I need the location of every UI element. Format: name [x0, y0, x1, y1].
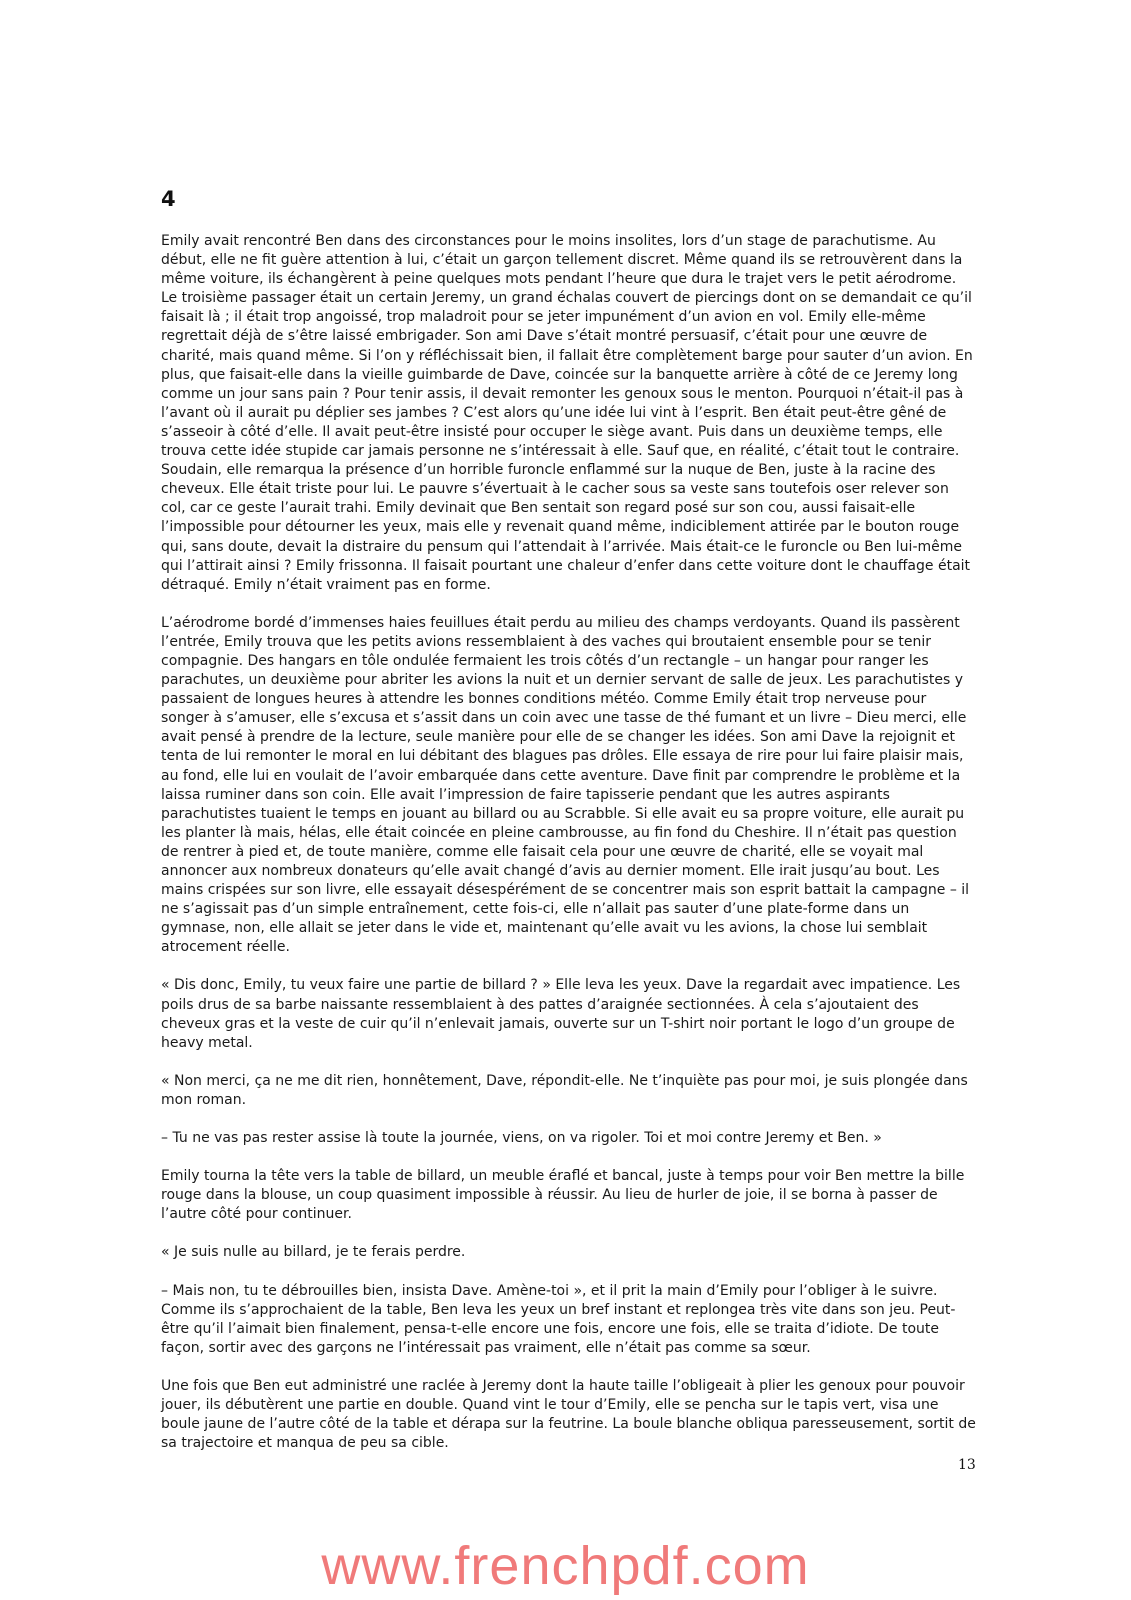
chapter-number: 4: [161, 187, 176, 211]
paragraph: « Non merci, ça ne me dit rien, honnêtement, Dave, répondit-elle. Ne t’inquiète pas pour moi, je suis plongée dans mon roman.: [161, 1072, 968, 1108]
paragraph: « Dis donc, Emily, tu veux faire une partie de billard ? » Elle leva les yeux. Dave la regardait avec impatience. Les poils drus de sa barbe naissante ressemblaient à des pattes d’araignée sectionnées. À cela s’ajoutaient des cheveux gras et la veste de cuir qu’il n’enlevait jamais, ouverte sur un T-shirt noir portant le logo d’un groupe de heavy metal.: [161, 977, 961, 1051]
paragraph: Emily tourna la tête vers la table de billard, un meuble éraflé et bancal, juste à temps pour voir Ben mettre la bille rouge dans la blouse, un coup quasiment impossible à réussir. Au lieu de hurler de joie, il se borna à passer de l’autre côté pour continuer.: [161, 1168, 965, 1223]
paragraph: L’aérodrome bordé d’immenses haies feuillues était perdu au milieu des champs verdoyants. Quand ils passèrent l’entrée, Emily trouva que les petits avions ressemblaient à des vaches qui broutaient ensemble pour se tenir compagnie. Des hangars en tôle ondulée fermaient les trois côtés d’un rectangle – un hangar pour ranger les parachutes, un deuxième pour abriter les avions la nuit et un dernier servant de salle de jeux. Les parachutistes y passaient de longues heures à attendre les bonnes conditions météo. Comme Emily était trop nerveuse pour songer à s’amuser, elle s’excusa et s’assit dans un coin avec une tasse de thé fumant et un livre – Dieu merci, elle avait pensé à prendre de la lecture, seule manière pour elle de se changer les idées. Son ami Dave la rejoignit et tenta de lui remonter le moral en lui débitant des blagues pas drôles. Elle essaya de rire pour lui faire plaisir mais, au fond, elle lui en voulait de l’avoir embarquée dans cette aventure. Dave finit par comprendre le problème et la laissa ruminer dans son coin. Elle avait l’impression de faire tapisserie pendant que les autres aspirants parachutistes tuaient le temps en jouant au billard ou au Scrabble. Si elle avait eu sa propre voiture, elle aurait pu les planter là mais, hélas, elle était coincée en pleine cambrousse, au fin fond du Cheshire. Il n’était pas question de rentrer à pied et, de toute manière, comme elle faisait cela pour une œuvre de charité, elle se voyait mal annoncer aux nombreux donateurs qu’elle avait changé d’avis au dernier moment. Elle irait jusqu’au bout. Les mains crispées sur son livre, elle essayait désespérément de se concentrer mais son esprit battait la campagne – il ne s’agissait pas d’un simple entraînement, cette fois-ci, elle n’allait pas sauter d’une plate-forme dans un gymnase, non, elle allait se jeter dans le vide et, maintenant qu’elle avait vu les avions, la chose lui semblait atrocement réelle.: [161, 614, 970, 956]
paragraph: – Tu ne vas pas rester assise là toute la journée, viens, on va rigoler. Toi et moi contre Jeremy et Ben. »: [161, 1130, 882, 1147]
paragraph: – Mais non, tu te débrouilles bien, insista Dave. Amène-toi », et il prit la main d’Emily pour l’obliger à le suivre. Comme ils s’approchaient de la table, Ben leva les yeux un bref instant et replongea très vite dans son jeu. Peut-être qu’il l’aimait bien finalement, pensa-t-elle encore une fois, encore une fois, elle se traita d’idiote. De toute façon, sortir avec des garçons ne l’intéressait pas vraiment, elle n’était pas comme sa sœur.: [161, 1282, 956, 1356]
watermark-url[interactable]: www.frenchpdf.com: [321, 1536, 810, 1596]
chapter-body: [161, 232, 976, 1472]
paragraph: Une fois que Ben eut administré une raclée à Jeremy dont la haute taille l’obligeait à plier les genoux pour pouvoir jouer, ils débutèrent une partie en double. Quand vint le tour d’Emily, elle se pencha sur le tapis vert, visa une boule jaune de l’autre côté de la table et dérapa sur la feutrine. La boule blanche obliqua paresseusement, sortit de sa trajectoire et manqua de peu sa cible.: [161, 1377, 976, 1452]
paragraph: « Je suis nulle au billard, je te ferais perdre.: [161, 1244, 466, 1261]
paragraph: Emily avait rencontré Ben dans des circonstances pour le moins insolites, lors d’un stage de parachutisme. Au début, elle ne fit guère attention à lui, c’était un garçon tellement discret. Même quand ils se retrouvèrent dans la même voiture, ils échangèrent à peine quelques mots pendant l’heure que dura le trajet vers le petit aérodrome. Le troisième passager était un certain Jeremy, un grand échalas couvert de piercings dont on se demandait ce qu’il faisait là ; il était trop angoissé, trop maladroit pour se jeter impunément d’un avion en vol. Emily elle-même regrettait déjà de s’être laissé embrigader. Son ami Dave s’était montré persuasif, c’était pour une œuvre de charité, mais quand même. Si l’on y réfléchissait bien, il fallait être complètement barge pour sauter d’un avion. En plus, que faisait-elle dans la vieille guimbarde de Dave, coincée sur la banquette arrière à côté de ce Jeremy long comme un jour sans pain ? Pour tenir assis, il devait remonter les genoux sous le menton. Pourquoi n’était-il pas à l’avant où il aurait pu déplier ses jambes ? C’est alors qu’une idée lui vint à l’esprit. Ben était peut-être gêné de s’asseoir à côté d’elle. Il avait peut-être insisté pour occuper le siège avant. Puis dans un deuxième temps, elle trouva cette idée stupide car jamais personne ne s’intéressait à elle. Sauf que, en réalité, c’était tout le contraire. Soudain, elle remarqua la présence d’un horrible furoncle enflammé sur la nuque de Ben, juste à la racine des cheveux. Elle était triste pour lui. Le pauvre s’évertuait à le cacher sous sa veste sans toutefois oser relever son col, car ce geste l’aurait trahi. Emily devinait que Ben sentait son regard posé sur son cou, aussi faisait-elle l’impossible pour détourner les yeux, mais elle y revenait quand même, indiciblement attirée par le bouton rouge qui, sans doute, devait la distraire du pensum qui l’attendait à l’arrivée. Mais était-ce le furoncle ou Ben lui-même qui l’attirait ainsi ? Emily frissonna. Il faisait pourtant une chaleur d’enfer dans cette voiture dont le chauffage était détraqué. Emily n’était vraiment pas en forme.: [161, 233, 973, 593]
page-number: 13: [958, 1457, 976, 1473]
